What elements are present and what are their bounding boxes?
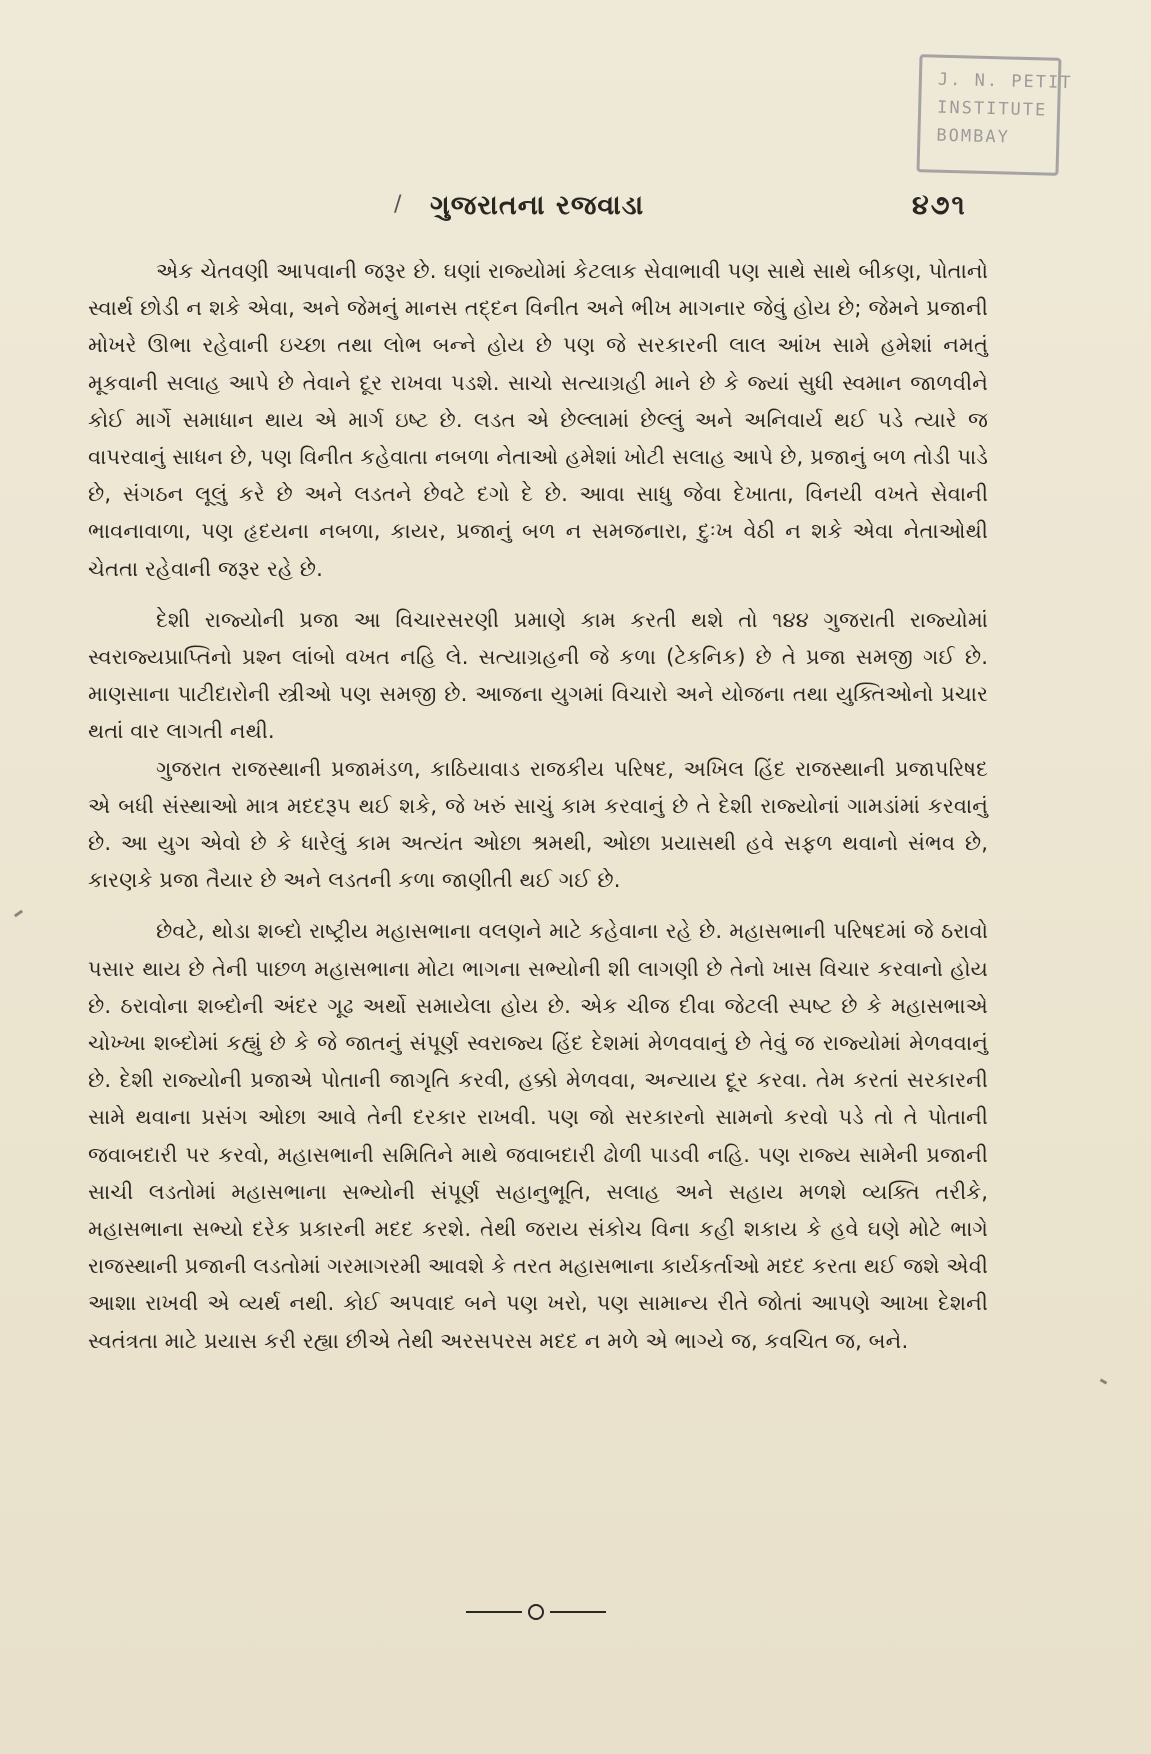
running-header [0,190,1151,230]
paragraph: છેવટે, થોડા શબ્દો રાષ્ટ્રીય મહાસભાના વલણને માટે કહેવાના રહે છે. મહાસભાની પરિષદમાં જે ઠરાવો પસાર થાય છે તેની પાછળ મહાસભાના મોટા ભાગના સભ્યોની શી લાગણી છે તેનો ખાસ વિચાર કરવાનો હોય છે. ઠરાવોના શબ્દોની અંદર ગૂઢ અર્થો સમાયેલા હોય છે. એક ચીજ દીવા જેટલી સ્પષ્ટ છે કે મહાસભાએ ચોખ્ખા શબ્દોમાં કહ્યું છે કે જે જાતનું સંપૂર્ણ સ્વરાજ્ય હિંદ દેશમાં મેળવવાનું છે તેવું જ રાજ્યોમાં મેળવવાનું છે. દેશી રાજ્યોની પ્રજાએ પોતાની જાગૃતિ કરવી, હક્કો મેળવવા, અન્યાય દૂર કરવા. તેમ કરતાં સરકારની સામે થવાના પ્રસંગ ઓછા આવે તેની દરકાર રાખવી. પણ જો સરકારનો સામનો કરવો પડે તો તે પોતાની જવાબદારી પર કરવો, મહાસભાની સમિતિને માથે જવાબદારી ઢોળી પાડવી નહિ. પણ રાજ્ય સામેની પ્રજાની સાચી લડતોમાં મહાસભાના સભ્યોની સંપૂર્ણ સહાનુભૂતિ, સલાહ અને સહાય મળશે વ્યક્તિ તરીકે, મહાસભાના સભ્યો દરેક પ્રકારની મદદ કરશે. તેથી જરાય સંકોચ વિના કહી શકાય કે હવે ઘણે મોટે ભાગે રાજસ્થાની પ્રજાની લડતોમાં ગરમાગરમી આવશે કે તરત મહાસભાના કાર્યકર્તાઓ મદદ કરતા થઈ જશે એવી આશા રાખવી એ વ્યર્થ નથી. કોઈ અપવાદ બને પણ ખરો, પણ સામાન્ય રીતે જોતાં આપણે આખા દેશની સ્વતંત્રતા માટે પ્રયાસ કરી રહ્યા છીએ તેથી અરસપરસ મદદ ન મળે એ ભાગ્યે જ, કવચિત જ, બને. [88,918,988,1353]
stamp-line-2: INSTITUTE [936,97,1048,121]
running-title: ગુજરાતના રજવાડા [430,190,645,221]
paragraph: દેશી રાજ્યોની પ્રજા આ વિચારસરણી પ્રમાણે કામ કરતી થશે તો ૧૪૪ ગુજરાતી રાજ્યોમાં સ્વરાજ્યપ્રાપ્તિનો પ્રશ્ન લાંબો વખત નહિ લે. સત્યાગ્રહની જે કળા (ટેકનિક) છે તે પ્રજા સમજી ગઈ છે. માણસાના પાટીદારોની સ્ત્રીઓ પણ સમજી છે. આજના યુગમાં વિચારો અને યોજના તથા યુક્તિઓનો પ્રચાર થતાં વાર લાગતી નથી. [88,606,988,744]
page-number: ૪૭૧ [912,190,967,221]
ornament-line [466,1611,522,1613]
paragraph: એક ચેતવણી આપવાની જરૂર છે. ઘણાં રાજ્યોમાં કેટલાક સેવાભાવી પણ સાથે સાથે બીકણ, પોતાનો સ્વાર્થ છોડી ન શકે એવા, અને જેમનું માનસ તદ્દન વિનીત અને ભીખ માગનાર જેવું હોય છે; જેમને પ્રજાની મોખરે ઊભા રહેવાની ઇચ્છા તથા લોભ બન્ને હોય છે પણ જે સરકારની લાલ આંખ સામે હમેશાં નમતું મૂકવાની સલાહ આપે છે તેવાને દૂર રાખવા પડશે. સાચો સત્યાગ્રહી માને છે કે જ્યાં સુધી સ્વમાન જાળવીને કોઈ માર્ગે સમાધાન થાય એ માર્ગ ઇષ્ટ છે. લડત એ છેલ્લામાં છેલ્લું અને અનિવાર્ય થઈ પડે ત્યારે જ વાપરવાનું સાધન છે, પણ વિનીત કહેવાતા નબળા નેતાઓ હમેશાં ખોટી સલાહ આપે છે, પ્રજાનું બળ તોડી પાડે છે, સંગઠન લૂલું કરે છે અને લડતને છેવટે દગો દે છે. આવા સાધુ જેવા દેખાતા, વિનયી વખતે સેવાની ભાવનાવાળા, પણ હૃદયના નબળા, કાયર, પ્રજાનું બળ ન સમજનારા, દુઃખ વેઠી ન શકે એવા નેતાઓથી ચેતતા રહેવાની જરૂર રહે છે. [88,258,988,581]
body-text [88,252,988,1359]
ink-speck [1100,1378,1108,1384]
ink-speck [14,910,23,918]
end-ornament [466,1598,606,1624]
ornament-circle [528,1604,544,1620]
stamp-line-1: J. N. PETIT [937,69,1073,94]
stamp-line-3: BOMBAY [936,125,1011,148]
header-mark: / [394,192,402,217]
library-stamp [916,54,1073,176]
ornament-line [550,1611,606,1613]
paragraph: ગુજરાત રાજસ્થાની પ્રજામંડળ, કાઠિયાવાડ રાજકીય પરિષદ, અખિલ હિંદ રાજસ્થાની પ્રજાપરિષદ એ બધી સંસ્થાઓ માત્ર મદદરૂપ થઈ શકે, જે ખરું સાચું કામ કરવાનું છે તે દેશી રાજ્યોનાં ગામડાંમાં કરવાનું છે. આ યુગ એવો છે કે ધારેલું કામ અત્યંત ઓછા શ્રમથી, ઓછા પ્રયાસથી હવે સફળ થવાનો સંભવ છે, કારણકે પ્રજા તૈયાર છે અને લડતની કળા જાણીતી થઈ ગઈ છે. [88,755,988,893]
